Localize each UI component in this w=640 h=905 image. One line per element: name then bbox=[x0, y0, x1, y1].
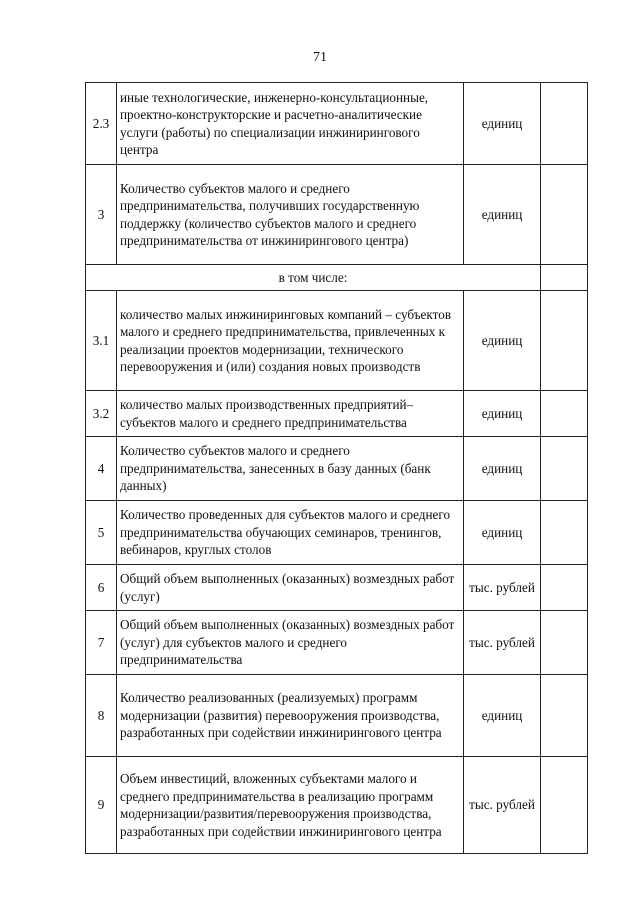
page-number: 71 bbox=[313, 50, 327, 65]
unit-cell: тыс. рублей bbox=[464, 565, 541, 611]
value-cell bbox=[541, 437, 588, 501]
table-row bbox=[86, 565, 588, 611]
table-row bbox=[86, 675, 588, 757]
value-cell bbox=[541, 611, 588, 675]
value-cell bbox=[541, 291, 588, 391]
value-cell bbox=[541, 165, 588, 265]
row-number-cell: 7 bbox=[86, 611, 117, 675]
indicator-name-cell: Количество субъектов малого и среднего предпринимательства, занесенных в базу данных (банк данных) bbox=[117, 437, 464, 501]
indicator-name-cell: количество малых инжиниринговых компаний – субъектов малого и среднего предпринимательства, привлеченных к реализации проектов модернизации, технического перевооружения и (или) создания новых производств bbox=[117, 291, 464, 391]
table-row bbox=[86, 391, 588, 437]
value-cell bbox=[541, 757, 588, 854]
table-row bbox=[86, 83, 588, 165]
row-number-cell: 4 bbox=[86, 437, 117, 501]
unit-cell: единиц bbox=[464, 437, 541, 501]
row-number-cell: 6 bbox=[86, 565, 117, 611]
table-row bbox=[86, 501, 588, 565]
indicator-name-cell: иные технологические, инженерно-консультационные, проектно-конструкторские и расчетно-аналитические услуги (работы) по специализации инжинирингового центра bbox=[117, 83, 464, 165]
indicators-table-body bbox=[86, 83, 588, 854]
indicator-name-cell: Объем инвестиций, вложенных субъектами малого и среднего предпринимательства в реализацию программ модернизации/развития/перевооружения производства, разработанных при содействии инжинирингового центра bbox=[117, 757, 464, 854]
table-row bbox=[86, 165, 588, 265]
unit-cell: тыс. рублей bbox=[464, 611, 541, 675]
unit-cell: единиц bbox=[464, 165, 541, 265]
value-cell bbox=[541, 391, 588, 437]
indicator-name-cell: Общий объем выполненных (оказанных) возмездных работ (услуг) для субъектов малого и среднего предпринимательства bbox=[117, 611, 464, 675]
unit-cell: единиц bbox=[464, 291, 541, 391]
unit-cell: тыс. рублей bbox=[464, 757, 541, 854]
unit-cell: единиц bbox=[464, 501, 541, 565]
table-subheader-row bbox=[86, 265, 588, 291]
subheader-cell: в том числе: bbox=[86, 265, 541, 291]
indicator-name-cell: количество малых производственных предприятий– субъектов малого и среднего предпринимательства bbox=[117, 391, 464, 437]
unit-cell: единиц bbox=[464, 391, 541, 437]
table-row bbox=[86, 757, 588, 854]
table-row bbox=[86, 291, 588, 391]
row-number-cell: 5 bbox=[86, 501, 117, 565]
indicator-name-cell: Общий объем выполненных (оказанных) возмездных работ (услуг) bbox=[117, 565, 464, 611]
row-number-cell: 2.3 bbox=[86, 83, 117, 165]
value-cell bbox=[541, 83, 588, 165]
row-number-cell: 3.2 bbox=[86, 391, 117, 437]
indicator-name-cell: Количество реализованных (реализуемых) программ модернизации (развития) перевооружения производства, разработанных при содействии инжинирингового центра bbox=[117, 675, 464, 757]
row-number-cell: 3 bbox=[86, 165, 117, 265]
unit-cell: единиц bbox=[464, 675, 541, 757]
table-row bbox=[86, 611, 588, 675]
row-number-cell: 3.1 bbox=[86, 291, 117, 391]
value-cell bbox=[541, 501, 588, 565]
indicator-name-cell: Количество проведенных для субъектов малого и среднего предпринимательства обучающих семинаров, тренингов, вебинаров, круглых столов bbox=[117, 501, 464, 565]
value-cell bbox=[541, 265, 588, 291]
table-row bbox=[86, 437, 588, 501]
value-cell bbox=[541, 565, 588, 611]
value-cell bbox=[541, 675, 588, 757]
unit-cell: единиц bbox=[464, 83, 541, 165]
row-number-cell: 8 bbox=[86, 675, 117, 757]
row-number-cell: 9 bbox=[86, 757, 117, 854]
indicators-table bbox=[85, 82, 588, 854]
indicator-name-cell: Количество субъектов малого и среднего предпринимательства, получивших государственную поддержку (количество субъектов малого и среднего предпринимательства от инжинирингового центра) bbox=[117, 165, 464, 265]
